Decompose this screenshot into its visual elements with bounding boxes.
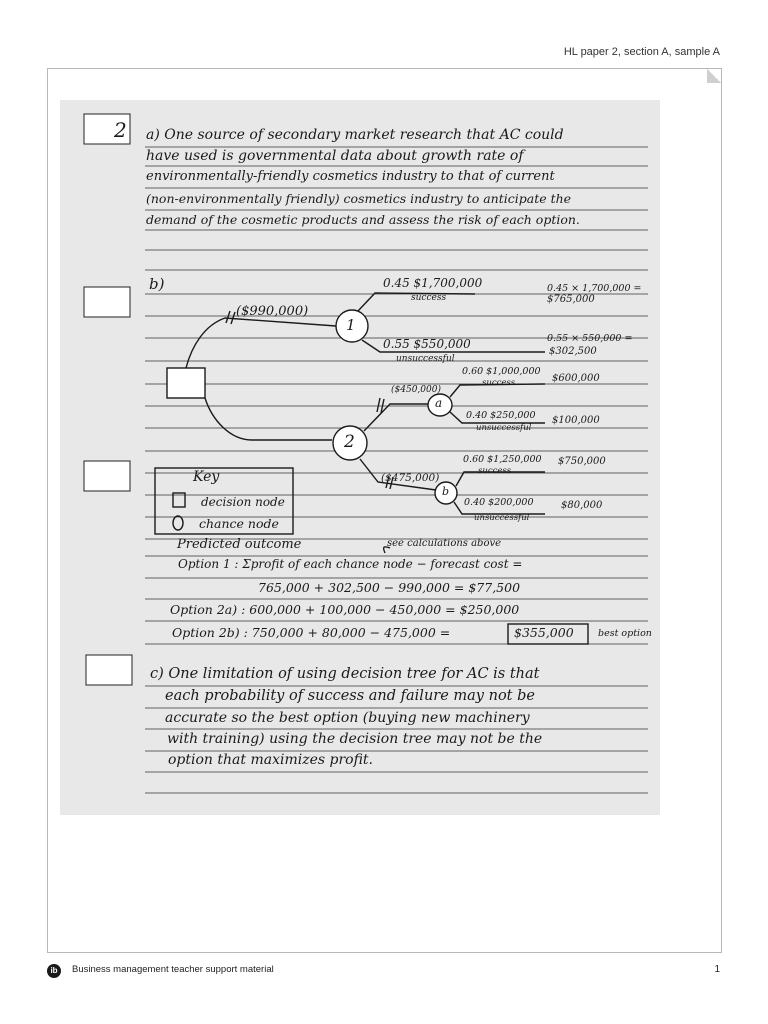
option1-success-calc-1: 0.45 × 1,700,000 =	[547, 283, 642, 294]
option1-fail-calc-2: $302,500	[549, 346, 597, 357]
option2b-cost: ($475,000)	[381, 472, 440, 484]
option2a-fail-word: unsuccessful	[476, 423, 532, 433]
key-chance-label: chance node	[199, 516, 279, 531]
part-a-line-2: have used is governmental data about growth rate of	[146, 148, 524, 164]
option2b-success-word: success	[478, 466, 512, 476]
option1-success-calc-2: $765,000	[547, 294, 595, 305]
page-header: HL paper 2, section A, sample A	[563, 46, 720, 58]
option2a-node-label: a	[435, 396, 443, 410]
key-decision-label: decision node	[201, 495, 285, 509]
part-a-line-3: environmentally-friendly cosmetics industry to that of current	[146, 169, 555, 184]
option2-node-label: 2	[344, 432, 355, 452]
option2a-success-word: success	[482, 378, 516, 388]
option2b-fail-calc: $80,000	[561, 500, 603, 511]
part-c-line-4: with training) using the decision tree may not be the	[167, 731, 543, 747]
best-option-note: best option	[598, 628, 652, 639]
option2a-fail-line: 0.40 $250,000	[466, 410, 536, 421]
part-a-line-4: (non-environmentally friendly) cosmetics industry to anticipate the	[146, 191, 572, 206]
option1-fail-word: unsuccessful	[396, 354, 455, 364]
part-c-line-3: accurate so the best option (buying new machinery	[165, 710, 530, 726]
option2b-success-line: 0.60 $1,250,000	[463, 454, 542, 465]
answer-value: $355,000	[514, 625, 574, 640]
part-a-line-5: demand of the cosmetic products and assess the risk of each option.	[146, 212, 580, 227]
footer-text: Business management teacher support material	[72, 964, 274, 975]
part-b-label: b)	[149, 275, 165, 293]
calc-line-2: 765,000 + 302,500 − 990,000 = $77,500	[258, 580, 521, 595]
option2b-fail-word: unsuccessful	[474, 513, 530, 523]
option1-fail-line: 0.55 $550,000	[383, 337, 471, 351]
option1-cost: ($990,000)	[236, 304, 309, 319]
key-chance-circle	[173, 516, 183, 530]
option2a-cost: ($450,000)	[391, 385, 441, 395]
part-c-line-2: each probability of success and failure may not be	[165, 688, 535, 704]
option1-success-line: 0.45 $1,700,000	[383, 276, 483, 290]
calc-line-4: Option 2b) : 750,000 + 80,000 − 475,000 =	[172, 625, 451, 640]
option2a-fail-calc: $100,000	[552, 415, 600, 426]
question-number: 2	[114, 118, 127, 142]
part-c-line-1: c) One limitation of using decision tree for AC is that	[150, 666, 540, 682]
option2a-success-line: 0.60 $1,000,000	[462, 366, 541, 377]
ib-logo-icon: ib	[47, 964, 61, 978]
key-title: Key	[193, 469, 220, 485]
option2b-fail-line: 0.40 $200,000	[464, 497, 534, 508]
option1-node-label: 1	[346, 316, 356, 334]
page-number: 1	[714, 964, 720, 975]
see-calculations: see calculations above	[387, 538, 502, 549]
part-a-line-1: a) One source of secondary market research that AC could	[146, 127, 564, 143]
decision-node	[167, 368, 205, 398]
predicted-outcome: Predicted outcome	[177, 537, 302, 552]
option2b-node-label: b	[442, 485, 450, 498]
option2b-success-calc: $750,000	[558, 456, 606, 467]
option1-success-word: success	[411, 293, 447, 303]
part-c-line-5: option that maximizes profit.	[168, 752, 373, 768]
option1-fail-calc-1: 0.55 × 550,000 =	[547, 333, 633, 344]
calc-line-1: Option 1 : Σprofit of each chance node − forecast cost =	[178, 557, 523, 571]
option2a-success-calc: $600,000	[552, 373, 600, 384]
calc-line-3: Option 2a) : 600,000 + 100,000 − 450,000 = $250,000	[170, 602, 520, 617]
key-decision-square	[173, 493, 185, 507]
